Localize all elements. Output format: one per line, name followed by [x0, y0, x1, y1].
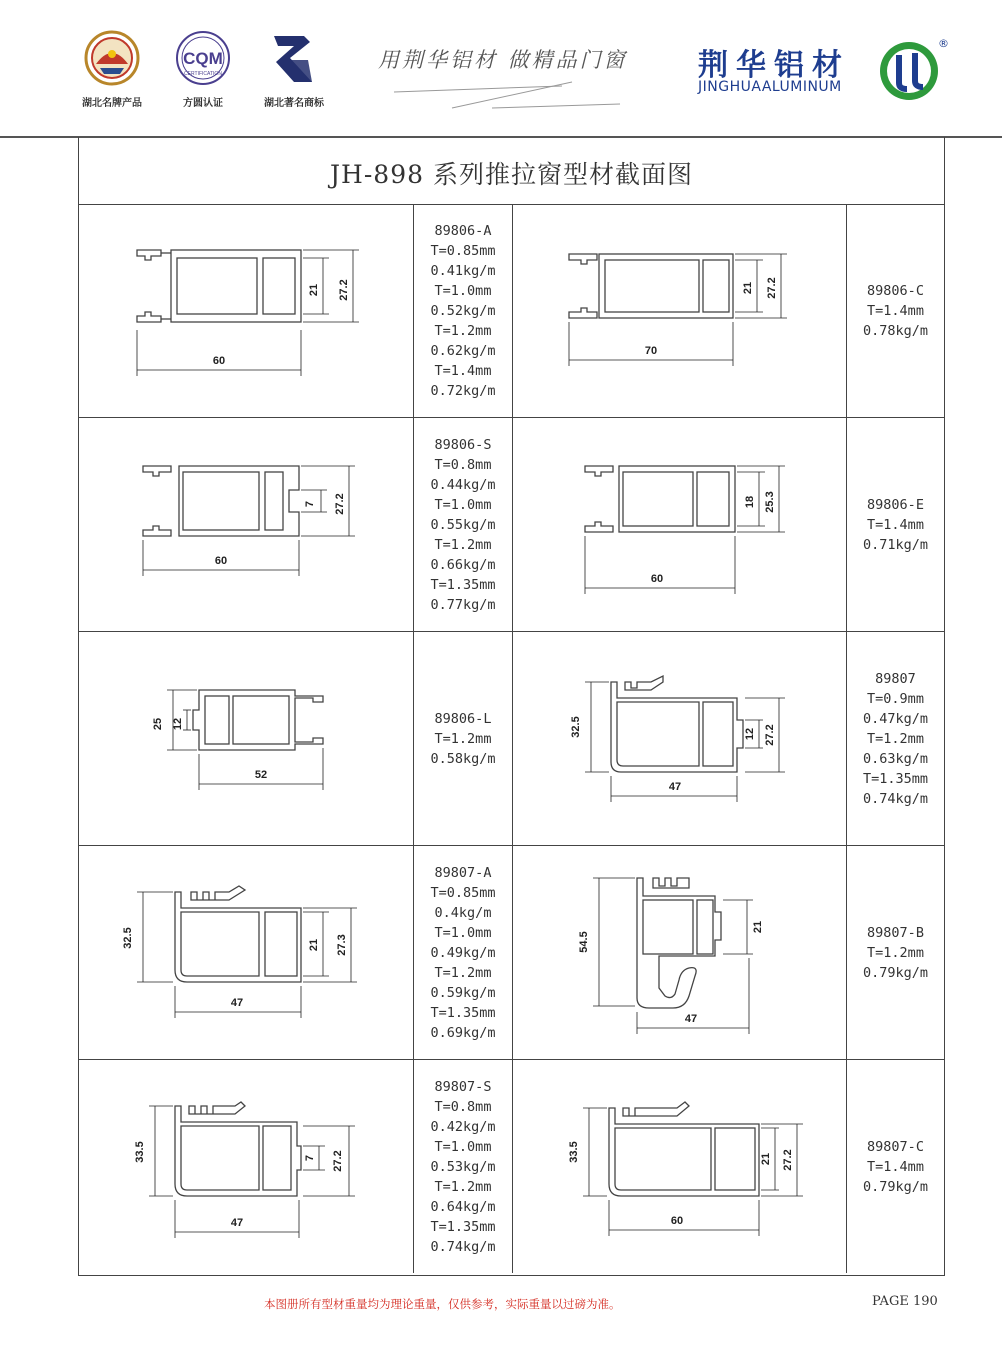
spec-list [847, 632, 944, 845]
dim-inner-height: 18 [744, 495, 756, 509]
profile-spec-cell [847, 632, 944, 845]
profile-drawing-cell [79, 1060, 414, 1273]
spec-line: T=1.2mm [434, 322, 492, 339]
spec-line: 0.72kg/m [430, 382, 496, 399]
spec-line: T=0.9mm [867, 690, 924, 707]
dim-slot-height: 12 [172, 717, 184, 731]
dim-width: 60 [650, 573, 664, 585]
profile-spec-cell [847, 418, 944, 631]
profile-drawing [79, 632, 414, 845]
profile-drawing [513, 1060, 847, 1273]
spec-line: T=1.4mm [867, 516, 924, 533]
dim-inner-height: 21 [308, 283, 320, 297]
spec-line: 0.49kg/m [430, 944, 496, 961]
profile-drawing-cell [79, 632, 414, 845]
dim-inner-height: 21 [742, 281, 754, 295]
spec-list [414, 418, 512, 631]
dim-total-height: 33.5 [134, 1141, 146, 1163]
spec-line: T=1.4mm [434, 362, 492, 379]
spec-line: T=1.4mm [867, 1158, 924, 1175]
dim-total-height: 27.2 [334, 493, 346, 515]
profile-drawing-cell [79, 846, 414, 1059]
badge-caption: 湖北名牌产品 [82, 98, 142, 109]
spec-line: T=1.0mm [434, 282, 492, 299]
table-row [79, 204, 944, 418]
dim-total-height: 32.5 [122, 927, 134, 949]
spec-line: 0.44kg/m [430, 476, 496, 493]
spec-line: 0.59kg/m [430, 984, 496, 1001]
badge-caption: 湖北著名商标 [264, 98, 324, 109]
dim-inner-height: 21 [308, 938, 320, 952]
spec-line: T=1.0mm [434, 1138, 492, 1155]
brand-name-en: JINGHUAALUMINUM [698, 79, 842, 95]
dim-inner-height: 21 [760, 1152, 772, 1166]
spec-list [414, 1060, 512, 1273]
page-number: PAGE 190 [872, 1294, 938, 1309]
spec-line: T=1.2mm [434, 964, 492, 981]
dim-slot-height: 12 [744, 727, 756, 741]
spec-line: 0.4kg/m [434, 904, 492, 921]
dim-width: 47 [230, 997, 244, 1009]
dim-width: 52 [254, 769, 268, 781]
profile-drawing [513, 846, 847, 1059]
table-row [79, 632, 944, 846]
dim-body-height: 27.2 [782, 1149, 794, 1171]
table-row [79, 418, 944, 632]
spec-line: 0.77kg/m [430, 596, 496, 613]
page-header [0, 0, 1002, 136]
profile-spec-cell [847, 204, 944, 417]
profile-table [78, 137, 945, 1276]
profile-drawing [513, 632, 847, 845]
spec-code: 89807-S [434, 1078, 492, 1095]
spec-line: T=1.4mm [867, 302, 924, 319]
cqm-certification-icon [163, 28, 243, 86]
registered-mark: ® [938, 37, 949, 50]
profile-spec-cell [414, 204, 513, 417]
spec-line: 0.74kg/m [862, 790, 929, 807]
table-row [79, 846, 944, 1060]
spec-line: T=0.85mm [430, 884, 496, 901]
spec-line: T=1.2mm [434, 730, 492, 747]
badge-trademark [254, 28, 334, 109]
brand-emblem-icon [72, 28, 152, 86]
spec-line: T=1.35mm [430, 1004, 496, 1021]
spec-code: 89807-A [434, 864, 492, 881]
profile-drawing-cell [513, 632, 847, 845]
spec-list [414, 846, 512, 1059]
dim-total-height: 32.5 [570, 716, 582, 738]
spec-line: 0.74kg/m [430, 1238, 496, 1255]
spec-line: T=1.35mm [430, 576, 496, 593]
dim-slot-height: 7 [304, 1154, 316, 1162]
profile-spec-cell [847, 1060, 944, 1273]
spec-line: T=1.2mm [867, 944, 924, 961]
spec-code: 89806-S [434, 436, 492, 453]
badge-hubei-brand [72, 28, 152, 109]
cqm-logo-text: CQM [183, 49, 223, 68]
dim-width: 47 [668, 781, 682, 793]
profile-drawing-cell [79, 204, 414, 417]
company-logo-icon [877, 39, 941, 103]
spec-line: 0.42kg/m [430, 1118, 496, 1135]
spec-line: 0.52kg/m [430, 302, 496, 319]
dim-width: 70 [644, 345, 658, 357]
cqm-logo-sub: CERTIFICATION [184, 71, 222, 77]
profile-drawing-cell [79, 418, 414, 631]
spec-line: T=1.35mm [430, 1218, 496, 1235]
dim-inner-height: 21 [752, 920, 764, 934]
spec-line: 0.69kg/m [430, 1024, 496, 1041]
profile-drawing [513, 204, 847, 417]
dim-slot-height: 7 [304, 500, 316, 508]
spec-line: T=0.85mm [430, 242, 496, 259]
spec-line: 0.64kg/m [430, 1198, 496, 1215]
spec-line: 0.62kg/m [430, 342, 496, 359]
spec-line: 0.58kg/m [430, 750, 496, 767]
dim-total-height: 33.5 [568, 1141, 580, 1163]
spec-line: T=1.2mm [867, 730, 924, 747]
title-row [79, 137, 944, 205]
spec-line: T=0.8mm [434, 1098, 492, 1115]
dim-body-height: 27.2 [332, 1150, 344, 1172]
badge-caption: 方圆认证 [183, 98, 223, 109]
spec-line: T=0.8mm [434, 456, 492, 473]
spec-list [847, 1060, 944, 1273]
spec-code: 89806-L [434, 710, 492, 727]
profile-drawing-cell [513, 418, 847, 631]
slogan: 用荆华铝材 做精品门窗 [378, 48, 628, 72]
trademark-logo-icon [254, 28, 334, 86]
footer-disclaimer: 本图册所有型材重量均为理论重量，仅供参考，实际重量以过磅为准。 [264, 1297, 621, 1311]
dim-width: 47 [684, 1013, 698, 1025]
profile-spec-cell [414, 846, 513, 1059]
spec-line: 0.53kg/m [430, 1158, 496, 1175]
spec-list [847, 204, 944, 417]
dim-body-height: 27.2 [764, 724, 776, 746]
profile-drawing [79, 1060, 414, 1273]
profile-drawing-cell [513, 204, 847, 417]
profile-drawing-cell [513, 1060, 847, 1273]
spec-list [414, 204, 512, 417]
dim-width: 60 [214, 555, 228, 567]
table-row [79, 1060, 944, 1274]
badge-cqm [163, 28, 243, 109]
spec-line: T=1.0mm [434, 496, 492, 513]
dim-body-height: 27.3 [336, 934, 348, 956]
spec-line: T=1.2mm [434, 1178, 492, 1195]
spec-list [847, 846, 944, 1059]
profile-spec-cell [847, 846, 944, 1059]
profile-spec-cell [414, 632, 513, 845]
spec-line: 0.79kg/m [862, 964, 929, 981]
profile-spec-cell [414, 418, 513, 631]
spec-line: 0.47kg/m [862, 710, 929, 727]
spec-line: T=1.2mm [434, 536, 492, 553]
dim-total-height: 27.2 [766, 277, 778, 299]
dim-total-height: 25.3 [764, 491, 776, 513]
spec-code: 89806-A [434, 222, 492, 239]
profile-drawing [513, 418, 847, 631]
brand-name-cn: 荆华铝材 [698, 48, 850, 83]
spec-list [414, 632, 512, 845]
spec-line: 0.66kg/m [430, 556, 496, 573]
dim-total-height: 25 [152, 717, 164, 731]
spec-line: 0.78kg/m [862, 322, 929, 339]
spec-line: T=1.0mm [434, 924, 492, 941]
spec-code: 89807-B [867, 924, 924, 941]
spec-line: 0.71kg/m [862, 536, 929, 553]
dim-width: 47 [230, 1217, 244, 1229]
spec-code: 89807-C [867, 1138, 924, 1155]
dim-total-height: 27.2 [338, 279, 350, 301]
spec-line: 0.55kg/m [430, 516, 496, 533]
spec-code: 89807 [875, 670, 916, 687]
spec-code: 89806-C [867, 282, 924, 299]
spec-line: 0.41kg/m [430, 262, 496, 279]
spec-line: 0.79kg/m [862, 1178, 929, 1195]
profile-spec-cell [414, 1060, 513, 1273]
dim-width: 60 [670, 1215, 684, 1227]
dim-total-height: 54.5 [578, 931, 590, 953]
profile-drawing [79, 418, 414, 631]
profile-drawing [79, 204, 414, 417]
spec-line: T=1.35mm [862, 770, 929, 787]
page-title: JH-898 系列推拉窗型材截面图 [330, 160, 693, 189]
spec-list [847, 418, 944, 631]
profile-drawing [79, 846, 414, 1059]
profile-drawing-cell [513, 846, 847, 1059]
slogan-swoosh-icon [392, 74, 622, 110]
spec-line: 0.63kg/m [862, 750, 929, 767]
spec-code: 89806-E [867, 496, 924, 513]
dim-width: 60 [212, 355, 226, 367]
